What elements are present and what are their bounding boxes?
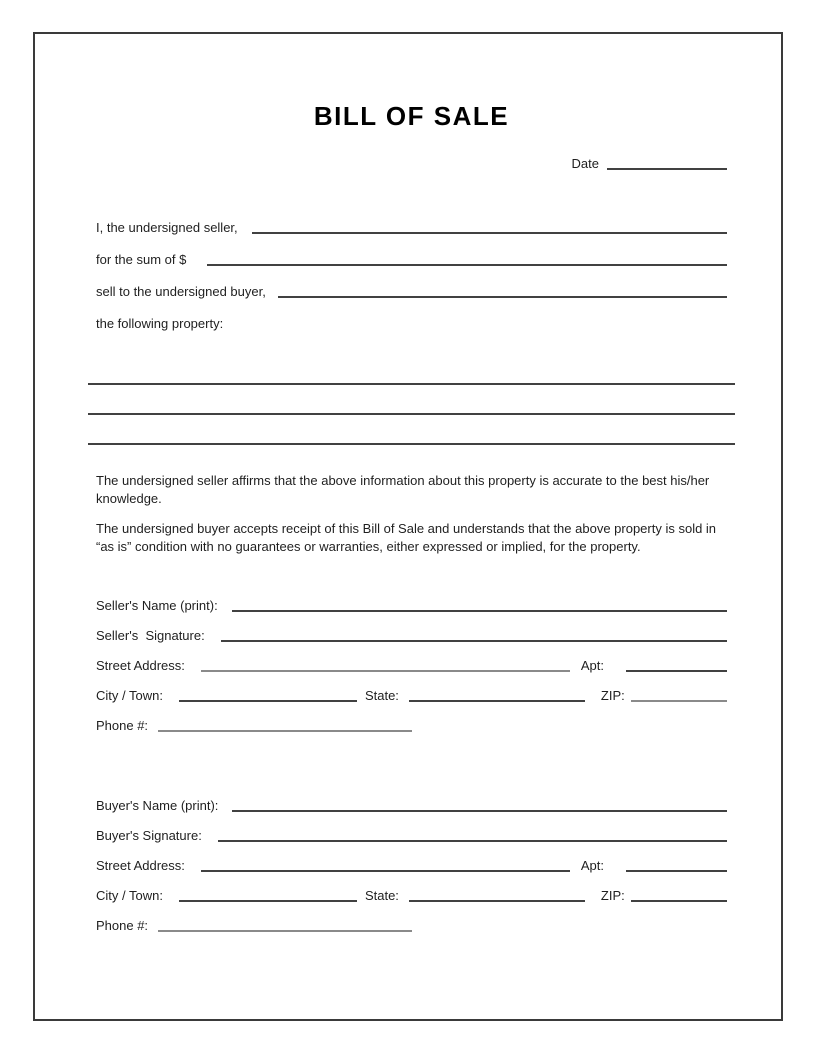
seller-city-label: City / Town:: [96, 688, 163, 703]
buyer-acceptance-paragraph: The undersigned buyer accepts receipt of this Bill of Sale and understands that the above property is sold in “as is” condition with no guarantees or warranties, either expressed or implied, for the property.: [96, 521, 717, 554]
buyer-name-label: Buyer's Name (print):: [96, 798, 219, 813]
seller-section: [96, 597, 727, 734]
seller-street-row: [96, 657, 727, 674]
buyer-section: [96, 797, 727, 934]
property-description-line-3[interactable]: [88, 443, 735, 445]
sum-input-line[interactable]: [207, 264, 727, 266]
page-border-frame: [33, 32, 783, 1021]
date-label: Date: [571, 156, 599, 171]
date-row: [96, 155, 727, 172]
seller-signature-label: Seller's Signature:: [96, 628, 205, 643]
buyer-intro-label: sell to the undersigned buyer,: [96, 284, 266, 299]
buyer-state-input-line[interactable]: [409, 900, 585, 902]
property-description-line-1[interactable]: [88, 383, 735, 385]
seller-phone-row: [96, 717, 727, 734]
date-input-line[interactable]: [607, 168, 727, 170]
seller-phone-label: Phone #:: [96, 718, 149, 733]
buyer-street-label: Street Address:: [96, 858, 185, 873]
seller-state-input-line[interactable]: [409, 700, 585, 702]
buyer-intro-row: [96, 283, 727, 300]
seller-zip-input-line[interactable]: [631, 700, 727, 702]
buyer-phone-label: Phone #:: [96, 918, 149, 933]
seller-city-row: [96, 687, 727, 704]
seller-intro-label: I, the undersigned seller,: [96, 220, 238, 235]
seller-street-label: Street Address:: [96, 658, 185, 673]
property-label-row: [96, 315, 727, 332]
seller-signature-row: [96, 627, 727, 644]
seller-name-row: [96, 597, 727, 614]
seller-name-intro-line[interactable]: [252, 232, 727, 234]
buyer-signature-row: [96, 827, 727, 844]
buyer-zip-label: ZIP:: [600, 888, 625, 903]
buyer-zip-input-line[interactable]: [631, 900, 727, 902]
buyer-signature-input-line[interactable]: [218, 840, 727, 842]
property-description-line-2[interactable]: [88, 413, 735, 415]
seller-name-label: Seller's Name (print):: [96, 598, 218, 613]
buyer-street-input-line[interactable]: [201, 870, 570, 872]
buyer-name-row: [96, 797, 727, 814]
buyer-phone-input-line[interactable]: [158, 930, 412, 932]
buyer-apt-label: Apt:: [580, 858, 604, 873]
buyer-name-input-line[interactable]: [232, 810, 727, 812]
sum-label: for the sum of $: [96, 252, 187, 267]
buyer-city-label: City / Town:: [96, 888, 163, 903]
seller-street-input-line[interactable]: [201, 670, 570, 672]
seller-city-input-line[interactable]: [179, 700, 357, 702]
seller-affirmation-paragraph: The undersigned seller affirms that the above information about this property is accurate to the best his/her knowledge.: [96, 473, 710, 506]
buyer-phone-row: [96, 917, 727, 934]
buyer-apt-input-line[interactable]: [626, 870, 727, 872]
buyer-state-label: State:: [364, 888, 399, 903]
seller-apt-label: Apt:: [580, 658, 604, 673]
sum-row: [96, 251, 727, 268]
buyer-street-row: [96, 857, 727, 874]
seller-state-label: State:: [364, 688, 399, 703]
seller-name-input-line[interactable]: [232, 610, 727, 612]
buyer-city-input-line[interactable]: [179, 900, 357, 902]
buyer-city-row: [96, 887, 727, 904]
seller-intro-row: [96, 219, 727, 236]
buyer-name-intro-line[interactable]: [278, 296, 727, 298]
property-label: the following property:: [96, 316, 224, 331]
seller-phone-input-line[interactable]: [158, 730, 412, 732]
page-title: BILL OF SALE: [313, 101, 510, 131]
seller-signature-input-line[interactable]: [221, 640, 727, 642]
seller-zip-label: ZIP:: [600, 688, 625, 703]
seller-apt-input-line[interactable]: [626, 670, 727, 672]
buyer-signature-label: Buyer's Signature:: [96, 828, 202, 843]
